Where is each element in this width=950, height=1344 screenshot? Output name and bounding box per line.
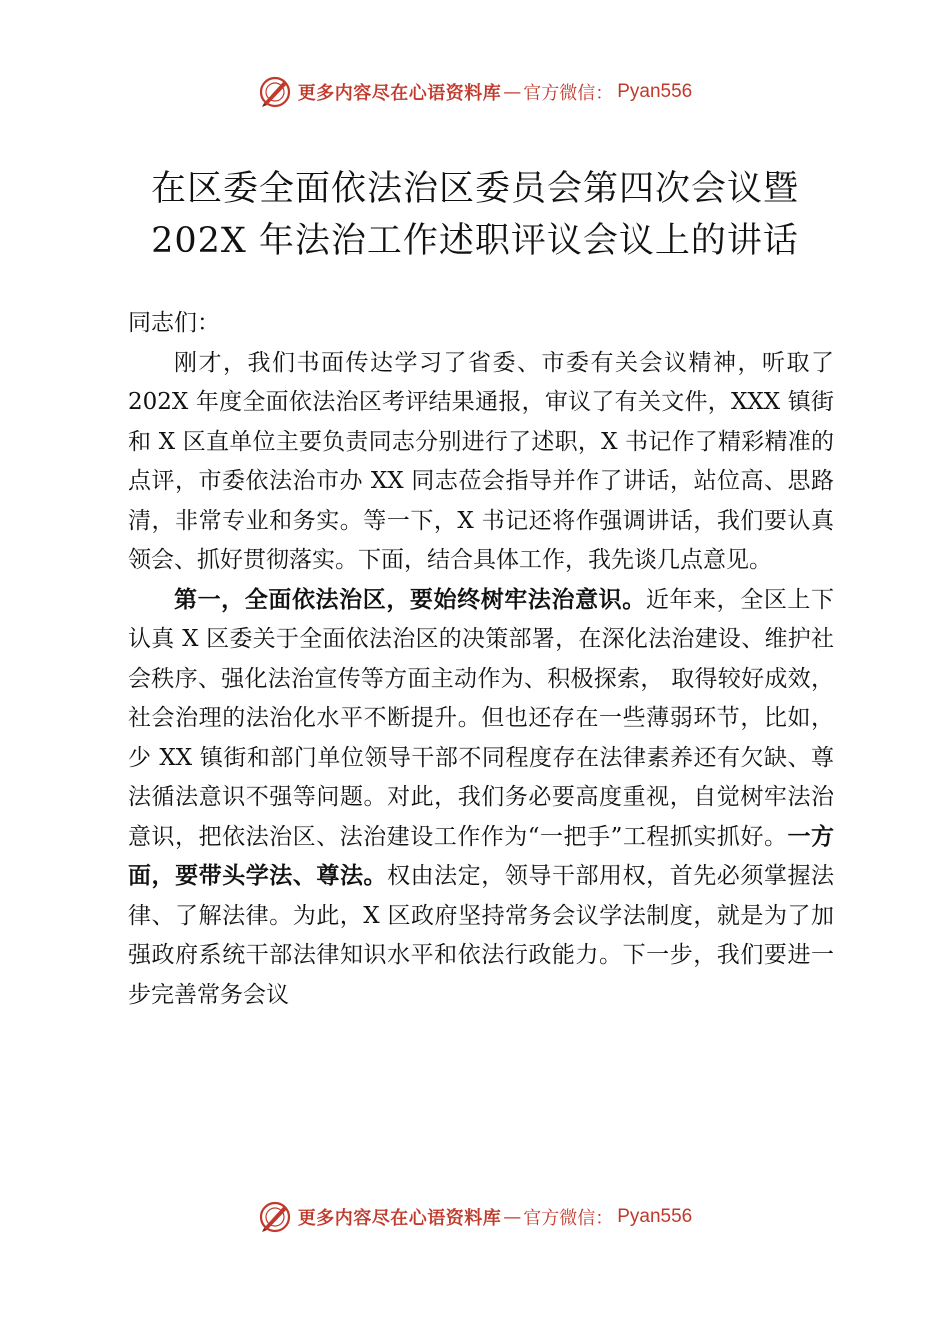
paragraph-1: 刚才，我们书面传达学习了省委、市委有关会议精神，听取了 202X 年度全面依法治区考评结果通报，审议了有关文件，XXX 镇街和 X 区直单位主要负责同志分别进行了述职，X 书记作了精彩精准的点评，市委依法治市办 XX 同志莅会指导并作了讲话，站位高、思路清，非常专业和务实。等一下，X 书记还将作强调讲话，我们要认真领会、抓好贯彻落实。下面，结合具体工作，我先谈几点意见。	[128, 349, 834, 573]
pen-circle-logo-icon	[258, 75, 292, 109]
footer-wechat-id: Pyan556	[617, 1206, 693, 1227]
paragraph-2-subheading: 一方面，要带头学法、尊法。	[128, 823, 834, 889]
footer-banner-text: 更多内容尽在心语资料库	[297, 1208, 502, 1229]
header-banner-text: 更多内容尽在心语资料库	[297, 83, 502, 104]
footer-banner-dash: —	[503, 1206, 522, 1228]
document-title: 在区委全面依法治区委员会第四次会议暨 202X 年法治工作述职评议会议上的讲话	[150, 169, 799, 261]
paragraph-2-text: 近年来，全区上下认真 X 区委关于全面依法治区的决策部署，在深化法治建设、维护社会秩序、强化法治宣传等方面主动作为、积极探索， 取得较好成效，社会治理的法治化水平不断提升。但也还存在一些薄弱环节，比如，少 XX 镇街和部门单位领导干部不同程度存在法律素养还有欠缺、尊法循法意识不强等问题。对此，我们务必要高度重视，自觉树牢法治意识，把依法治区、法治建设工作作为“一把手”工程抓实抓好。	[128, 586, 835, 850]
paragraph-2-tail: 权由法定，领导干部用权，首先必须掌握法律、了解法律。为此，X 区政府坚持常务会议学法制度，就是为了加强政府系统干部法律知识水平和依法行政能力。下一步，我们要进一步完善常务会议	[128, 863, 835, 1008]
paragraph-2	[128, 581, 834, 1016]
header-wechat-label: 官方微信：	[523, 83, 614, 104]
footer-banner	[0, 1195, 950, 1239]
document-body	[128, 304, 834, 1015]
header-banner-dash: —	[503, 81, 522, 103]
paragraph-2-heading: 第一，全面依法治区，要始终树牢法治意识。	[174, 586, 646, 613]
footer-wechat-label: 官方微信：	[523, 1208, 614, 1229]
header-wechat-id: Pyan556	[617, 81, 693, 102]
header-banner	[0, 70, 950, 114]
pen-circle-logo-icon	[258, 1200, 292, 1234]
salutation: 同志们：	[128, 310, 220, 336]
